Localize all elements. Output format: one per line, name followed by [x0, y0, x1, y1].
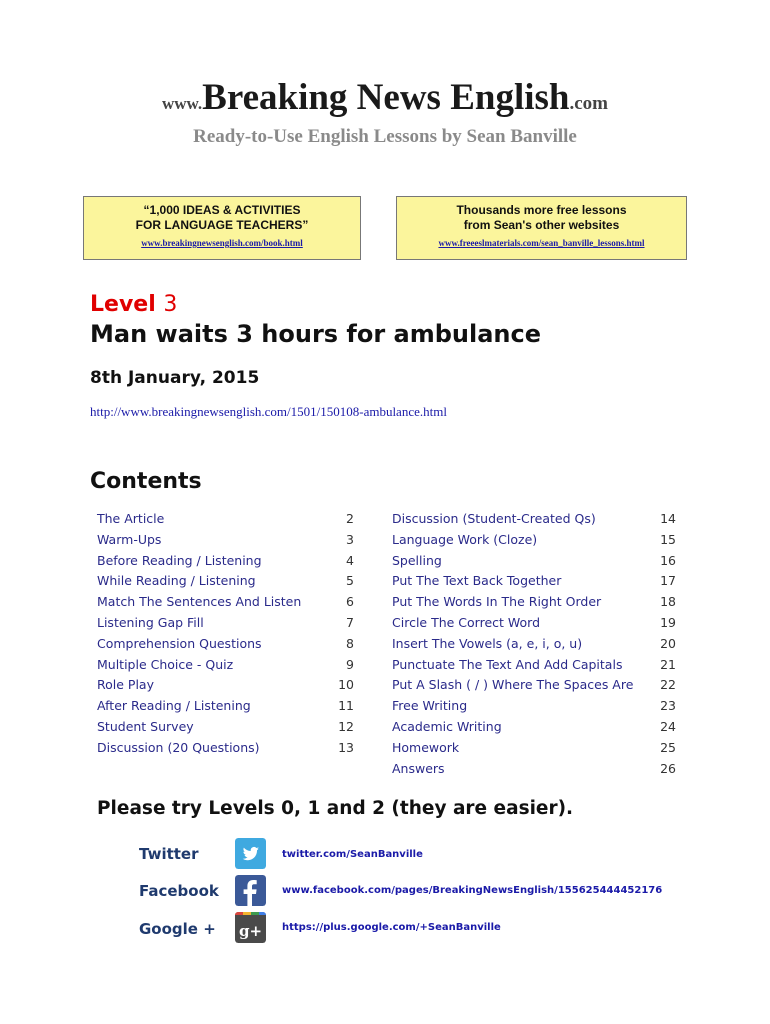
contents-item-label: Put The Words In The Right Order: [392, 594, 602, 610]
try-levels-note: Please try Levels 0, 1 and 2 (they are easier).: [97, 798, 574, 819]
contents-item-label: Role Play: [97, 677, 154, 693]
other-sites-promo-box: [396, 196, 687, 260]
contents-item-page: 6: [346, 594, 354, 610]
contents-item-label: Spelling: [392, 552, 442, 568]
contents-row[interactable]: [392, 592, 676, 613]
contents-row[interactable]: [392, 509, 676, 530]
contents-item-label: Comprehension Questions: [97, 635, 262, 651]
book-promo-box: [83, 196, 361, 260]
contents-item-page: 22: [660, 677, 676, 693]
twitter-link[interactable]: twitter.com/SeanBanville: [282, 849, 423, 860]
contents-item-label: Match The Sentences And Listen: [97, 594, 302, 610]
contents-row[interactable]: [392, 655, 676, 676]
lesson-date: 8th January, 2015: [90, 368, 260, 388]
google-plus-label: Google +: [139, 920, 216, 938]
contents-item-page: 21: [660, 656, 676, 672]
contents-row[interactable]: [97, 509, 354, 530]
facebook-label: Facebook: [139, 882, 219, 900]
lesson-title: Man waits 3 hours for ambulance: [90, 320, 542, 348]
contents-item-label: Warm-Ups: [97, 531, 162, 547]
contents-item-label: Before Reading / Listening: [97, 552, 262, 568]
contents-item-label: Listening Gap Fill: [97, 614, 204, 630]
lesson-level: [90, 292, 177, 317]
contents-item-label: Put The Text Back Together: [392, 573, 562, 589]
svg-text:g+: g+: [239, 922, 263, 940]
book-promo-line1: “1,000 IDEAS & ACTIVITIES: [143, 203, 301, 217]
contents-row[interactable]: [97, 634, 354, 655]
contents-row[interactable]: [97, 675, 354, 696]
contents-item-page: 20: [660, 635, 676, 651]
contents-row[interactable]: [392, 530, 676, 551]
site-title-prefix: www.: [161, 94, 203, 113]
lesson-url-link[interactable]: http://www.breakingnewsenglish.com/1501/150108-ambulance.html: [90, 404, 447, 419]
contents-item-label: Circle The Correct Word: [392, 614, 541, 630]
contents-row[interactable]: [97, 592, 354, 613]
other-sites-promo-line2: from Sean's other websites: [463, 218, 620, 232]
contents-row[interactable]: [392, 717, 676, 738]
contents-item-page: 9: [346, 656, 354, 672]
contents-item-label: The Article: [97, 511, 165, 526]
contents-item-label: Put A Slash ( / ) Where The Spaces Are: [392, 677, 634, 693]
book-promo-line2: FOR LANGUAGE TEACHERS”: [135, 218, 309, 232]
contents-list-left: [97, 509, 354, 759]
contents-item-page: 13: [338, 739, 354, 755]
contents-item-page: 23: [660, 698, 676, 714]
contents-row[interactable]: [97, 530, 354, 551]
site-subtitle: Ready-to-Use English Lessons by Sean Banville: [193, 126, 577, 147]
contents-row[interactable]: [392, 551, 676, 572]
contents-row[interactable]: [392, 675, 676, 696]
contents-item-page: 26: [660, 760, 676, 776]
contents-row[interactable]: [392, 738, 676, 759]
contents-row[interactable]: [97, 717, 354, 738]
contents-row[interactable]: [392, 571, 676, 592]
contents-item-page: 14: [660, 511, 676, 526]
contents-item-page: 17: [660, 573, 676, 589]
contents-row[interactable]: [97, 551, 354, 572]
google-plus-icon[interactable]: [235, 912, 266, 943]
contents-item-page: 11: [338, 698, 354, 714]
contents-item-page: 16: [660, 552, 676, 568]
contents-item-label: Discussion (Student-Created Qs): [392, 511, 596, 526]
contents-item-page: 15: [660, 531, 676, 547]
site-title-suffix: .com: [569, 93, 609, 114]
contents-item-label: Punctuate The Text And Add Capitals: [392, 656, 623, 672]
contents-item-page: 24: [660, 718, 676, 734]
contents-item-label: Answers: [392, 760, 445, 776]
contents-heading: Contents: [90, 469, 202, 494]
contents-item-label: Academic Writing: [392, 718, 502, 734]
contents-row[interactable]: [97, 571, 354, 592]
contents-item-label: While Reading / Listening: [97, 573, 256, 589]
contents-item-page: 2: [346, 511, 354, 526]
contents-item-label: Student Survey: [97, 718, 194, 734]
google-plus-link[interactable]: https://plus.google.com/+SeanBanville: [282, 922, 501, 933]
contents-item-page: 19: [660, 614, 676, 630]
level-label: Level: [90, 292, 156, 317]
contents-item-page: 10: [338, 677, 354, 693]
contents-item-label: Language Work (Cloze): [392, 531, 538, 547]
contents-item-page: 7: [346, 614, 354, 630]
contents-item-label: After Reading / Listening: [97, 698, 251, 714]
contents-item-page: 12: [338, 718, 354, 734]
contents-row[interactable]: [97, 738, 354, 759]
contents-item-page: 25: [660, 739, 676, 755]
other-sites-promo-line1: Thousands more free lessons: [456, 203, 627, 217]
contents-row[interactable]: [392, 634, 676, 655]
contents-item-page: 5: [346, 573, 354, 589]
site-title-main: Breaking News English: [202, 77, 570, 118]
contents-row[interactable]: [392, 696, 676, 717]
twitter-label: Twitter: [139, 845, 199, 863]
contents-item-label: Free Writing: [392, 698, 468, 714]
facebook-link[interactable]: www.facebook.com/pages/BreakingNewsEnglish/155625444452176: [282, 885, 663, 896]
contents-item-page: 18: [660, 594, 676, 610]
contents-row[interactable]: [97, 655, 354, 676]
contents-list-right: [392, 509, 676, 779]
contents-row[interactable]: [392, 613, 676, 634]
twitter-icon[interactable]: [235, 838, 266, 869]
other-sites-promo-link[interactable]: www.freeeslmaterials.com/sean_banville_lessons.html: [438, 238, 645, 248]
level-number: 3: [163, 292, 178, 317]
contents-item-page: 8: [346, 635, 354, 651]
facebook-icon[interactable]: [235, 875, 266, 906]
contents-item-label: Multiple Choice - Quiz: [97, 656, 234, 672]
contents-row[interactable]: [97, 613, 354, 634]
contents-item-label: Insert The Vowels (a, e, i, o, u): [392, 635, 583, 651]
contents-item-page: 4: [346, 552, 354, 568]
book-promo-link[interactable]: www.breakingnewsenglish.com/book.html: [141, 238, 303, 248]
site-title: [0, 76, 770, 119]
contents-item-label: Homework: [392, 739, 460, 755]
contents-row[interactable]: [97, 696, 354, 717]
contents-item-label: Discussion (20 Questions): [97, 739, 260, 755]
contents-row[interactable]: [392, 759, 676, 780]
contents-item-page: 3: [346, 531, 354, 547]
